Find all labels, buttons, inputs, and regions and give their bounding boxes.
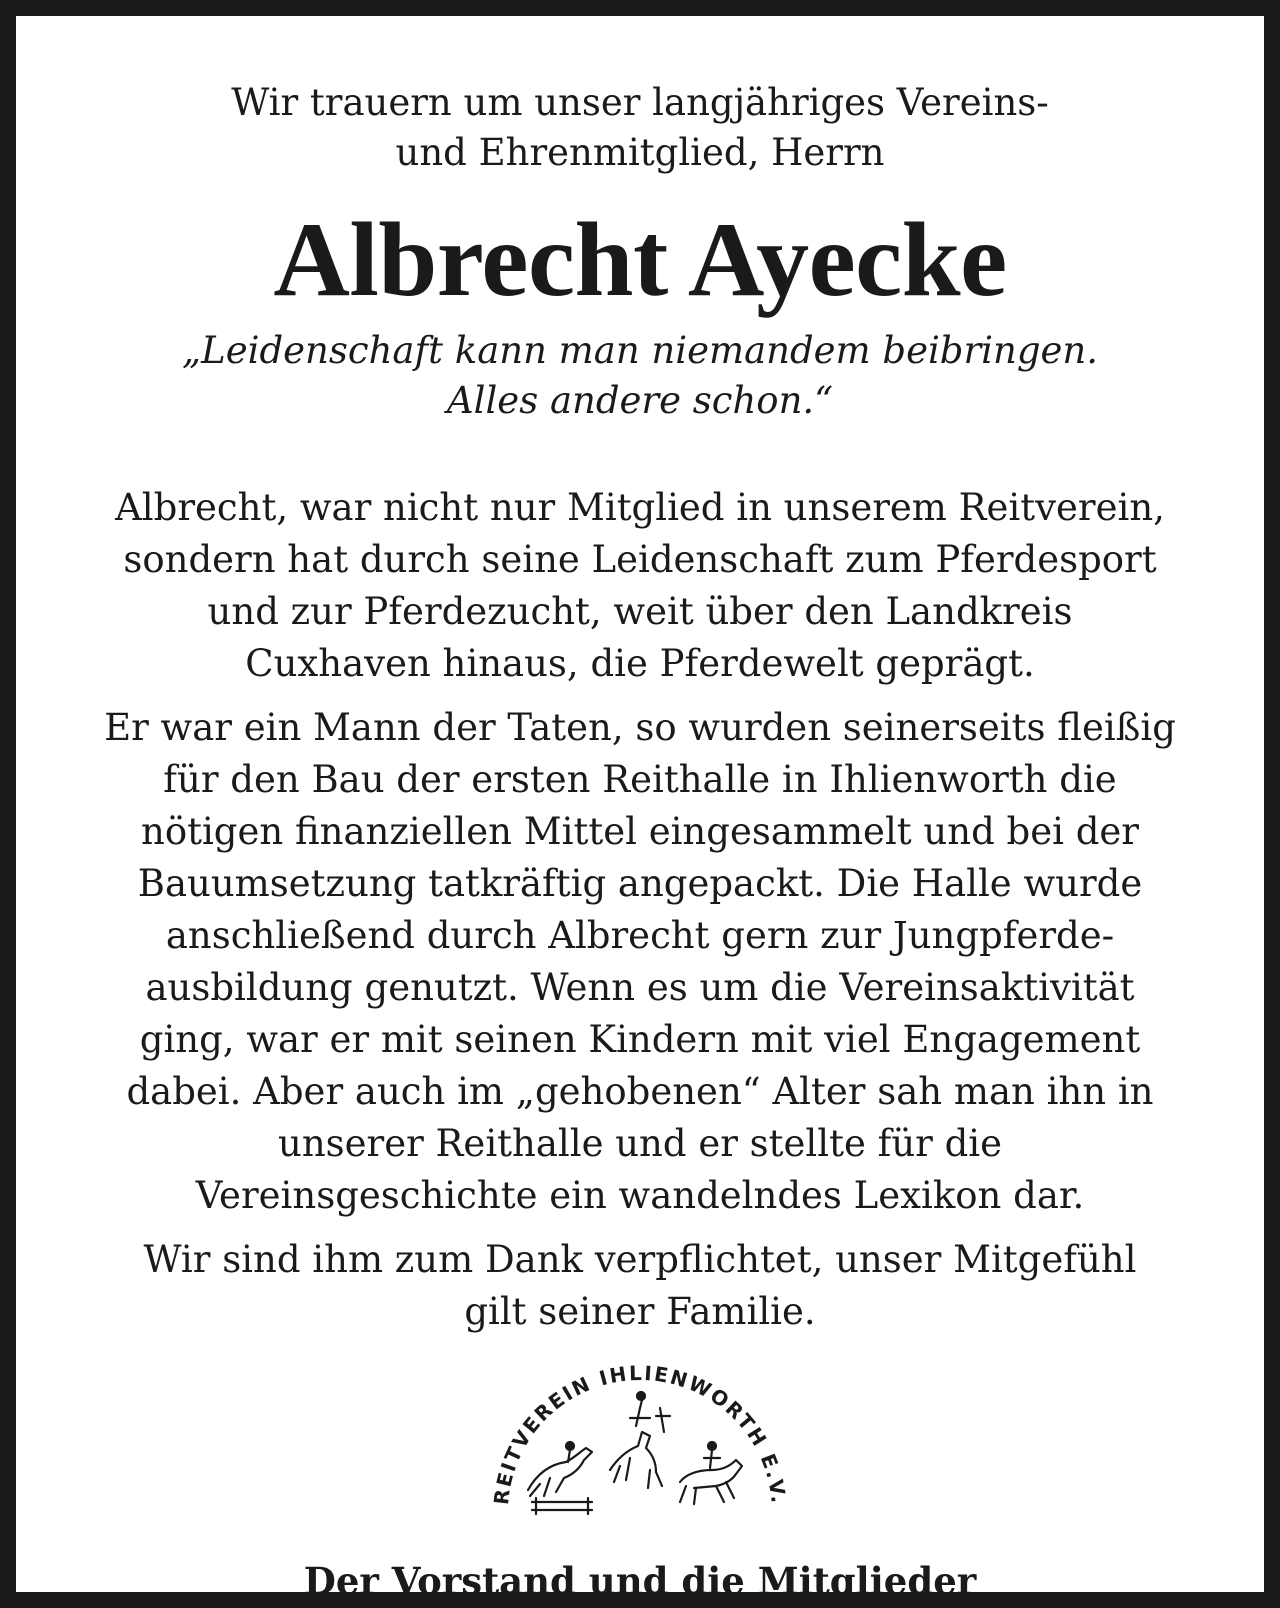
paragraph-line: ausbildung genutzt. Wenn es um die Vereinsaktivität <box>145 966 1135 1009</box>
paragraph-membership <box>76 482 1204 690</box>
jumping-horse-icon <box>528 1442 592 1514</box>
dressage-horse-icon <box>680 1442 742 1504</box>
paragraph-line: Albrecht, war nicht nur Mitglied in unserem Reitverein, <box>115 486 1165 529</box>
paragraph-line: sondern hat durch seine Leidenschaft zum Pferdesport <box>123 538 1157 581</box>
paragraph-thanks <box>76 1234 1204 1338</box>
notice-content <box>76 78 1204 1606</box>
paragraph-line: gilt seiner Familie. <box>464 1290 816 1333</box>
paragraph-line: Vereinsgeschichte ein wandelndes Lexikon dar. <box>195 1174 1085 1217</box>
rearing-horse-icon <box>610 1392 670 1488</box>
paragraph-line: Wir sind ihm zum Dank verpflichtet, unser Mitgefühl <box>143 1238 1137 1281</box>
intro-line-2: und Ehrenmitglied, Herrn <box>395 131 885 174</box>
paragraph-line: ging, war er mit seinen Kindern mit viel Engagement <box>139 1018 1141 1061</box>
paragraph-line: Er war ein Mann der Taten, so wurden seinerseits fleißig <box>104 706 1176 749</box>
paragraph-line: unserer Reithalle und er stellte für die <box>277 1122 1003 1165</box>
paragraph-deeds <box>76 702 1204 1222</box>
paragraph-line: Bauumsetzung tatkräftig angepackt. Die Halle wurde <box>137 862 1143 905</box>
intro-line-1: Wir trauern um unser langjähriges Vereins- <box>231 81 1049 124</box>
intro-text <box>76 78 1204 178</box>
quote-line-1: „Leidenschaft kann man niemandem beibringen. <box>181 329 1099 372</box>
deceased-name: Albrecht Ayecke <box>273 201 1007 318</box>
club-logo <box>480 1362 800 1522</box>
paragraph-line: nötigen finanziellen Mittel eingesammelt und bei der <box>141 810 1139 853</box>
signature: Der Vorstand und die Mitglieder <box>303 1559 977 1603</box>
club-logo-text: REITVEREIN IHLIENWORTH E.V. <box>489 1362 791 1506</box>
paragraph-line: Cuxhaven hinaus, die Pferdewelt geprägt. <box>245 642 1035 685</box>
paragraph-line: und zur Pferdezucht, weit über den Landkreis <box>207 590 1073 633</box>
club-logo-emblem <box>480 1362 800 1522</box>
paragraph-line: dabei. Aber auch im „gehobenen“ Alter sah man ihn in <box>126 1070 1154 1113</box>
paragraph-line: für den Bau der ersten Reithalle in Ihlienworth die <box>163 758 1117 801</box>
quote <box>76 326 1204 426</box>
paragraph-line: anschließend durch Albrecht gern zur Jungpferde- <box>165 914 1115 957</box>
quote-line-2: Alles andere schon.“ <box>446 379 834 422</box>
